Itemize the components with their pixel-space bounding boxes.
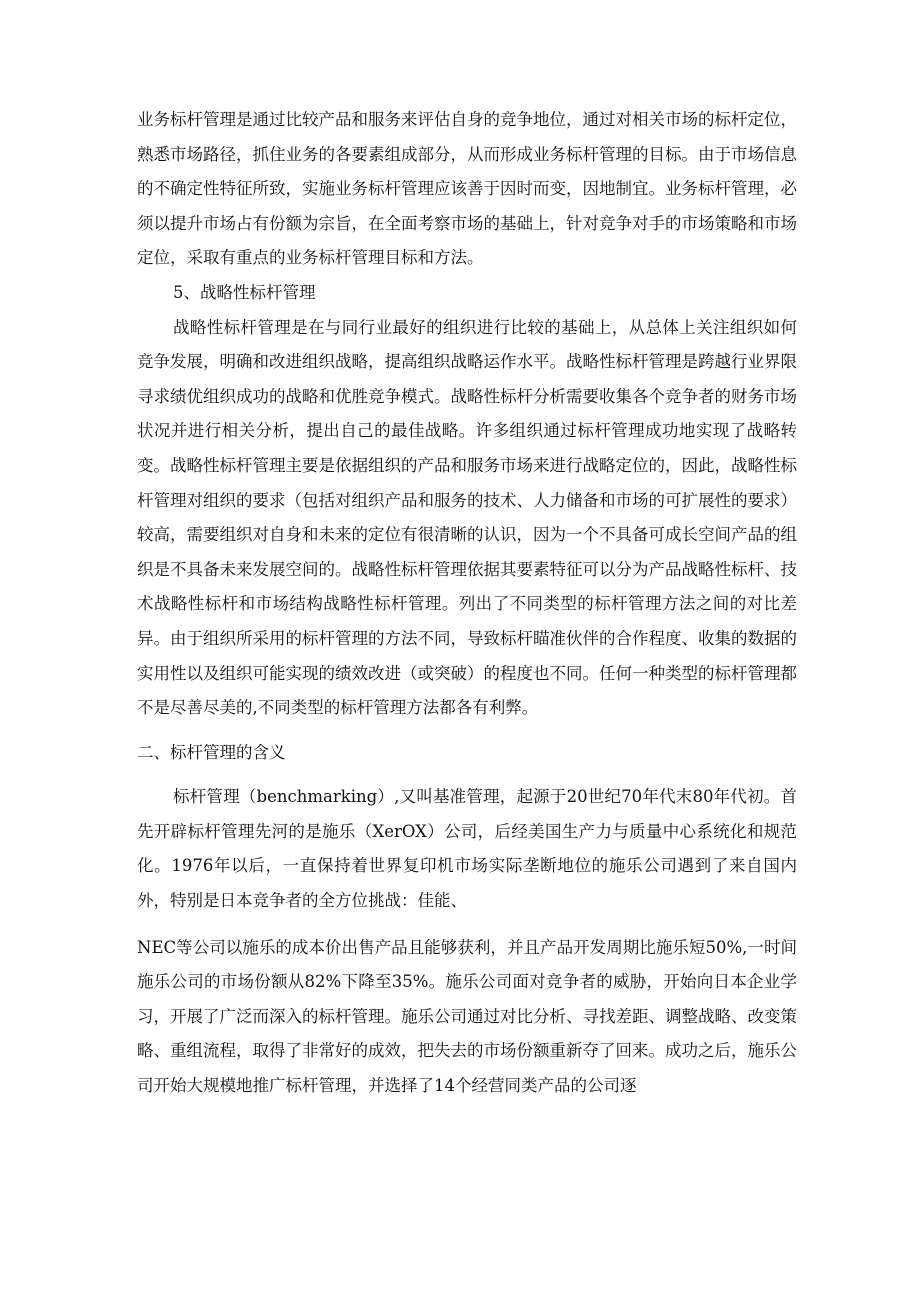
paragraph-strategic-benchmarking: 战略性标杆管理是在与同行业最好的组织进行比较的基础上，从总体上关注组织如何竞争发展，明确和改进组织战略，提高组织战略运作水平。战略性标杆管理是跨越行业界限寻求绩优组织成功的战略和优胜竞争模式。战略性标杆分析需要收集各个竞争者的财务市场状况并进行相关分析，提出自己的最佳战略。许多组织通过标杆管理成功地实现了战略转变。战略性标杆管理主要是依据组织的产品和服务市场来进行战略定位的，因此，战略性标杆管理对组织的要求（包括对组织产品和服务的技术、人力储备和市场的可扩展性的要求）较高，需要组织对自身和未来的定位有很清晰的认识，因为一个不具备可成长空间产品的组织是不具备未来发展空间的。战略性标杆管理依据其要素特征可以分为产品战略性标杆、技术战略性标杆和市场结构战略性标杆管理。列出了不同类型的标杆管理方法之间的对比差异。由于组织所采用的标杆管理的方法不同，导致标杆瞄准伙伴的合作程度、收集的数据的实用性以及组织可能实现的绩效改进（或突破）的程度也不同。任何一种类型的标杆管理都不是尽善尽美的,不同类型的标杆管理方法都各有利弊。 <box>137 317 797 718</box>
paragraph-business-benchmarking: 业务标杆管理是通过比较产品和服务来评估自身的竞争地位，通过对相关市场的标杆定位，熟悉市场路径，抓住业务的各要素组成部分，从而形成业务标杆管理的目标。由于市场信息的不确定性特征所致，实施业务标杆管理应该善于因时而变，因地制宜。业务标杆管理，必须以提升市场占有份额为宗旨，在全面考察市场的基础上，针对竞争对手的市场策略和市场定位，采取有重点的业务标杆管理目标和方法。 <box>137 110 797 268</box>
document-page <box>137 103 797 1104</box>
section-spacer <box>137 919 797 931</box>
paragraph-meaning-continued: NEC等公司以施乐的成本价出售产品且能够获利，并且产品开发周期比施乐短50%,一时间施乐公司的市场份额从82%下降至35%。施乐公司面对竞争者的威胁，开始向日本企业学习，开展了广泛而深入的标杆管理。施乐公司通过对比分析、寻找差距、调整战略、改变策略、重组流程，取得了非常好的成效，把失去的市场份额重新夺了回来。成功之后，施乐公司开始大规模地推广标杆管理，并选择了14个经营同类产品的公司逐 <box>137 937 797 1096</box>
paragraph-meaning-intro: 标杆管理（benchmarking）,又叫基准管理，起源于20世纪70年代末80年代初。首先开辟标杆管理先河的是施乐（XerOX）公司，后经美国生产力与质量中心系统化和规范化。1976年以后，一直保持着世界复印机市场实际垄断地位的施乐公司遇到了来自国内外，特别是日本竞争者的全方位挑战：佳能、 <box>137 787 797 911</box>
subheading-strategic-benchmarking: 5、战略性标杆管理 <box>173 282 316 302</box>
section-spacer <box>137 726 797 736</box>
section-spacer <box>137 770 797 780</box>
section-heading-meaning: 二、标杆管理的含义 <box>137 742 286 762</box>
